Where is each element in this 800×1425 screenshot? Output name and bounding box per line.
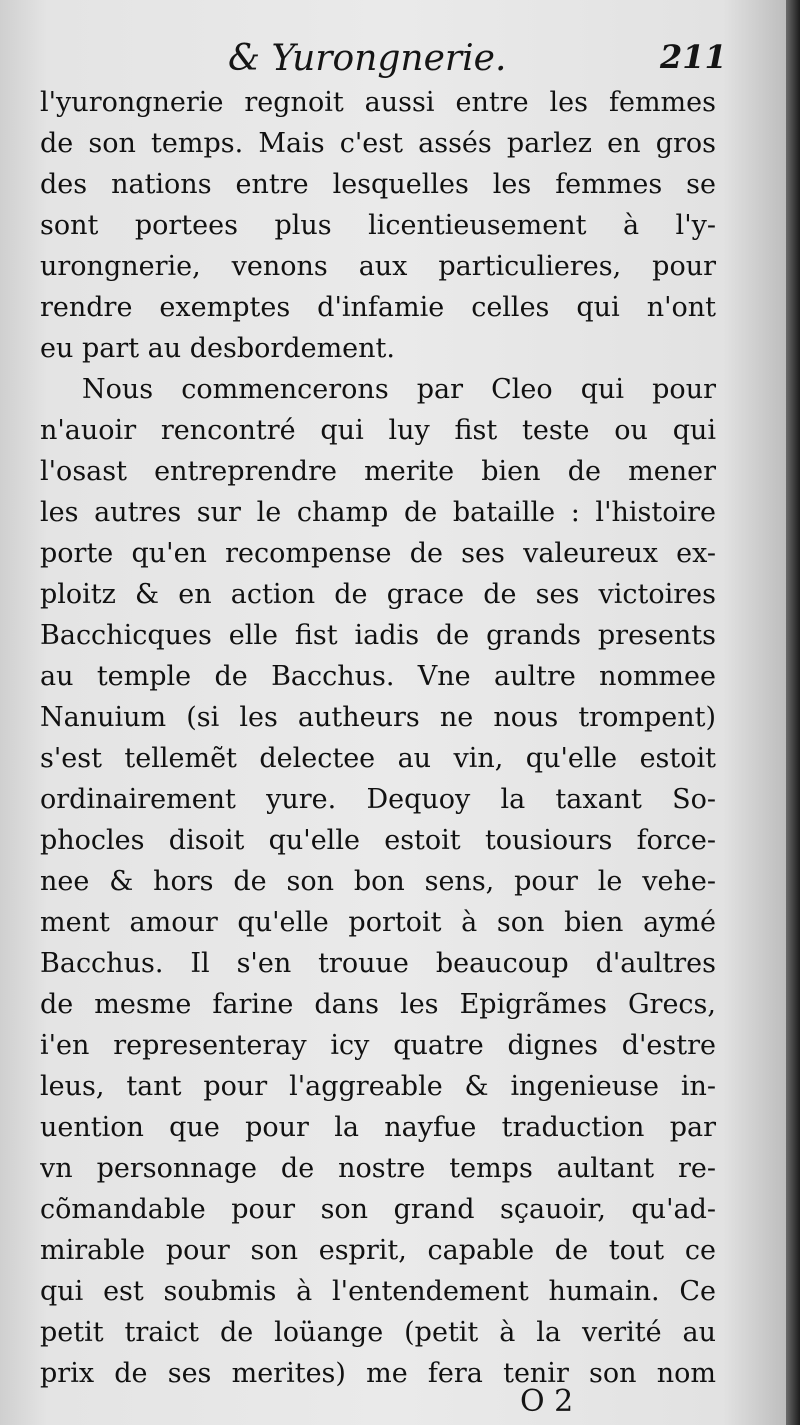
text-line: ment amour qu'elle portoit à son bien aymé: [40, 907, 716, 938]
text-line: l'yurongnerie regnoit aussi entre les femmes: [40, 87, 716, 118]
paragraph-start-line: Nous commencerons par Cleo qui pour: [82, 374, 716, 405]
text-line: uention que pour la nayfue traduction par: [40, 1112, 716, 1143]
text-line: mirable pour son esprit, capable de tout ce: [40, 1235, 716, 1266]
page-number: 211: [660, 38, 727, 76]
signature-mark: O 2: [520, 1384, 574, 1419]
text-line: n'auoir rencontré qui luy fist teste ou qui: [40, 415, 716, 446]
text-line: ploitz & en action de grace de ses victoires: [40, 579, 716, 610]
text-line: au temple de Bacchus. Vne aultre nommee: [40, 661, 716, 692]
text-line: rendre exemptes d'infamie celles qui n'ont: [40, 292, 716, 323]
text-line: Bacchus. Il s'en trouue beaucoup d'aultres: [40, 948, 716, 979]
text-line: vn personnage de nostre temps aultant re-: [40, 1153, 716, 1184]
text-line: s'est tellemẽt delectee au vin, qu'elle estoit: [40, 743, 716, 774]
text-line: petit traict de loüange (petit à la verité au: [40, 1317, 716, 1348]
text-line: eu part au desbordement.: [40, 333, 395, 364]
text-line: urongnerie, venons aux particulieres, pour: [40, 251, 716, 282]
text-line: leus, tant pour l'aggreable & ingenieuse in-: [40, 1071, 716, 1102]
text-line: les autres sur le champ de bataille : l'histoire: [40, 497, 716, 528]
text-line: cõmandable pour son grand sçauoir, qu'ad-: [40, 1194, 716, 1225]
text-line: de son temps. Mais c'est assés parlez en gros: [40, 128, 716, 159]
text-body: [40, 82, 716, 1394]
text-line: qui est soubmis à l'entendement humain. Ce: [40, 1276, 716, 1307]
text-line: sont portees plus licentieusement à l'y-: [40, 210, 716, 241]
text-line: l'osast entreprendre merite bien de mener: [40, 456, 716, 487]
text-line: Nanuium (si les autheurs ne nous trompent): [40, 702, 716, 733]
text-line: des nations entre lesquelles les femmes se: [40, 169, 716, 200]
text-line: i'en representeray icy quatre dignes d'estre: [40, 1030, 716, 1061]
text-line: de mesme farine dans les Epigrãmes Grecs,: [40, 989, 716, 1020]
text-line: ordinairement yure. Dequoy la taxant So-: [40, 784, 716, 815]
text-line: Bacchicques elle fist iadis de grands presents: [40, 620, 716, 651]
text-line: nee & hors de son bon sens, pour le vehe-: [40, 866, 716, 897]
running-title: & Yurongnerie.: [228, 38, 507, 79]
text-line: prix de ses merites) me fera tenir son nom: [40, 1358, 716, 1389]
text-line: phocles disoit qu'elle estoit tousiours force-: [40, 825, 716, 856]
page-edge-shadow: [786, 0, 800, 1425]
text-line: porte qu'en recompense de ses valeureux ex-: [40, 538, 716, 569]
